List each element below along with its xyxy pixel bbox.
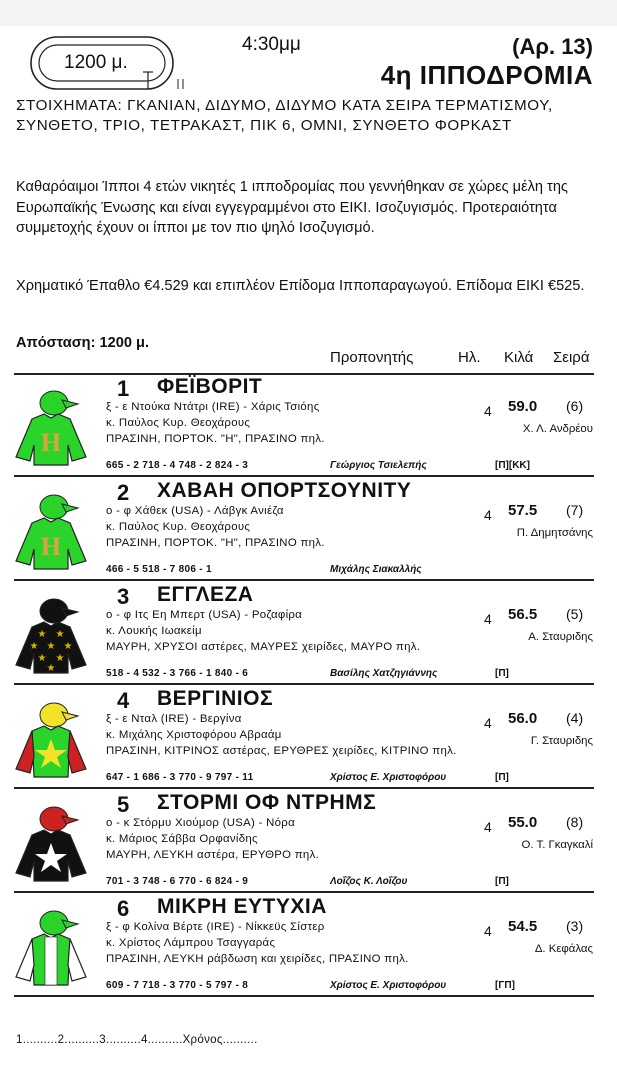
jacket-green-white-stripe-white-sleeves-icon <box>10 905 92 987</box>
entry-number: 6 <box>117 896 130 921</box>
track-length: 1200 μ. <box>64 52 128 73</box>
equipment-tags: [Π] <box>495 772 509 783</box>
horse-draw: (8) <box>566 814 584 830</box>
horse-owner: κ. Μάριος Σάββα Ορφανίδης <box>106 833 258 845</box>
jockey-name: Ο. Τ. Γκαγκαλί <box>521 839 593 851</box>
prize-money: Χρηματικό Έπαθλο €4.529 και επιπλέον Επίδομα Ιπποπαραγωγού. Επίδομα ΕΙΚΙ €525. <box>16 278 585 294</box>
horse-owner: κ. Μιχάλης Χριστοφόρου Αβραάμ <box>106 729 282 741</box>
owner-colors: ΠΡΑΣΙΝΗ, ΠΟΡΤΟΚ. "Η", ΠΡΑΣΙΝΟ πηλ. <box>106 433 325 445</box>
recent-form: 609 - 7 718 - 3 770 - 5 797 - 8 <box>106 980 249 991</box>
svg-text:★: ★ <box>46 641 56 652</box>
top-band <box>0 0 617 26</box>
results-footer: 1..........2..........3..........4..........Χρόνος.......... <box>16 1034 258 1046</box>
header-weight: Κιλά <box>504 349 534 366</box>
horse-draw: (4) <box>566 710 584 726</box>
jacket-black-white-star-icon <box>10 801 92 883</box>
recent-form: 701 - 3 748 - 6 770 - 6 824 - 9 <box>106 876 249 887</box>
entry-row-1 <box>0 373 617 477</box>
entry-number: 1 <box>117 376 130 401</box>
horse-pedigree: ο - κ Στόρμυ Χιούμορ (USA) - Νόρα <box>106 817 295 829</box>
entry-row-2 <box>0 477 617 581</box>
svg-text:H: H <box>40 532 62 561</box>
owner-colors: ΜΑΥΡΗ, ΧΡΥΣΟΙ αστέρες, ΜΑΥΡΕΣ χειρίδες, ΜΑΥΡΟ πηλ. <box>106 641 421 653</box>
equipment-tags: [Π] <box>495 668 509 679</box>
horse-age: 4 <box>484 403 492 419</box>
trainer-name: Γεώργιος Τσιελεπής <box>330 460 427 471</box>
jacket-green-orange-H-icon <box>10 489 92 571</box>
entry-row-5 <box>0 789 617 893</box>
equipment-tags: [ΓΠ] <box>495 980 515 991</box>
horse-weight: 54.5 <box>508 918 538 935</box>
horse-owner: κ. Παύλος Κυρ. Θεοχάρους <box>106 417 251 429</box>
race-conditions: Καθαρόαιμοι Ίπποι 4 ετών νικητές 1 ιπποδρομίας που γεννήθηκαν σε χώρες μέλη της Ευρωπαϊκής Ένωσης και είναι εγγεγραμμένοι στο ΕΙΚΙ. Ισοζυγισμός. Προτεραιότητα συμμετοχής έχουν οι ίπποι με τον πιο ψηλό Ισοζυγισμό. <box>16 179 568 236</box>
row-separator <box>14 995 594 997</box>
owner-colors: ΠΡΑΣΙΝΗ, ΚΙΤΡΙΝΟΣ αστέρας, ΕΡΥΘΡΕΣ χειρίδες, ΚΙΤΡΙΝΟ πηλ. <box>106 745 457 757</box>
horse-name: ΦΕΪΒΟΡΙΤ <box>157 375 263 398</box>
horse-draw: (3) <box>566 918 584 934</box>
horse-owner: κ. Λουκής Ιωακείμ <box>106 625 202 637</box>
trainer-name: Χρίστος Ε. Χριστοφόρου <box>330 980 447 991</box>
horse-age: 4 <box>484 507 492 523</box>
race-number: (Αρ. 13) <box>512 34 593 59</box>
race-time: 4:30μμ <box>242 34 301 55</box>
equipment-tags: [Π][ΚΚ] <box>495 460 530 471</box>
horse-weight: 55.0 <box>508 814 538 831</box>
owner-colors: ΠΡΑΣΙΝΗ, ΛΕΥΚΗ ράβδωση και χειρίδες, ΠΡΑΣΙΝΟ πηλ. <box>106 953 409 965</box>
entry-row-3 <box>0 581 617 685</box>
jockey-name: Χ. Λ. Ανδρέου <box>522 423 593 435</box>
trainer-name: Λοΐζος Κ. Λοΐζου <box>330 876 408 887</box>
horse-name: ΜΙΚΡΗ ΕΥΤΥΧΙΑ <box>157 895 327 918</box>
jockey-name: Δ. Κεφάλας <box>534 943 593 955</box>
recent-form: 518 - 4 532 - 3 766 - 1 840 - 6 <box>106 668 249 679</box>
horse-age: 4 <box>484 819 492 835</box>
owner-colors: ΠΡΑΣΙΝΗ, ΠΟΡΤΟΚ. "Η", ΠΡΑΣΙΝΟ πηλ. <box>106 537 325 549</box>
recent-form: 466 - 5 518 - 7 806 - 1 <box>106 564 212 575</box>
bet-types: ΣΤΟΙΧΗΜΑΤΑ: ΓΚΑΝΙΑΝ, ΔΙΔΥΜΟ, ΔΙΔΥΜΟ ΚΑΤΑ ΣΕΙΡΑ ΤΕΡΜΑΤΙΣΜΟΥ, ΣΥΝΘΕΤΟ, ΤΡΙΟ, ΤΕΤΡΑΚΑΣΤ, ΠΙΚ 6, ΟΜΝΙ, ΣΥΝΘΕΤΟ ΦΟΡΚΑΣΤ <box>16 97 553 134</box>
svg-text:★: ★ <box>55 653 65 664</box>
header-draw: Σειρά <box>553 349 590 366</box>
horse-pedigree: ξ - ε Ντούκα Ντάτρι (IRE) - Χάρις Τσιόης <box>106 401 320 413</box>
jacket-green-yellow-star-red-sleeves-icon <box>10 697 92 779</box>
horse-weight: 59.0 <box>508 398 538 415</box>
jockey-name: Π. Δημητσάνης <box>516 527 593 539</box>
horse-pedigree: ο - φ Χάθεκ (USA) - Λάβγκ Ανιέζα <box>106 505 284 517</box>
svg-text:★: ★ <box>29 641 39 652</box>
jockey-name: Γ. Σταυριδης <box>530 735 593 747</box>
trainer-name: Μιχάλης Σιακαλλής <box>330 564 422 575</box>
horse-weight: 57.5 <box>508 502 538 519</box>
trainer-name: Βασίλης Χατζηγιάννης <box>330 668 438 679</box>
race-title: 4η ΙΠΠΟΔΡΟΜΙΑ <box>380 60 593 90</box>
horse-name: ΕΓΓΛΕΖΑ <box>157 583 254 606</box>
jacket-black-gold-stars-icon <box>10 593 92 675</box>
svg-text:★: ★ <box>55 629 65 640</box>
svg-text:★: ★ <box>63 641 73 652</box>
owner-colors: ΜΑΥΡΗ, ΛΕΥΚΗ αστέρα, ΕΡΥΘΡΟ πηλ. <box>106 849 320 861</box>
entry-row-6 <box>0 893 617 997</box>
horse-pedigree: ο - φ Ιτς Εη Μπερτ (USA) - Ροζαφίρα <box>106 609 303 621</box>
header-age: Ηλ. <box>458 349 481 366</box>
svg-text:★: ★ <box>37 629 47 640</box>
jockey-name: Α. Σταυριδης <box>528 631 593 643</box>
horse-name: ΒΕΡΓΙΝΙΟΣ <box>157 687 274 710</box>
svg-text:H: H <box>40 428 62 457</box>
horse-draw: (6) <box>566 398 584 414</box>
entry-row-4 <box>0 685 617 789</box>
horse-age: 4 <box>484 715 492 731</box>
horse-name: ΣΤΟΡΜΙ ΟΦ ΝΤΡΗΜΣ <box>157 791 377 814</box>
horse-name: ΧΑΒΑΗ ΟΠΟΡΤΣΟΥΝΙΤΥ <box>157 479 412 502</box>
race-distance: Απόσταση: 1200 μ. <box>16 335 150 351</box>
horse-weight: 56.5 <box>508 606 538 623</box>
recent-form: 647 - 1 686 - 3 770 - 9 797 - 11 <box>106 772 254 783</box>
horse-pedigree: ξ - φ Κολίνα Βέρτε (IRE) - Νίκκεϋς Σίστερ <box>106 921 325 933</box>
svg-text:★: ★ <box>37 653 47 664</box>
horse-weight: 56.0 <box>508 710 538 727</box>
trainer-name: Χρίστος Ε. Χριστοφόρου <box>330 772 447 783</box>
horse-pedigree: ξ - ε Νταλ (IRE) - Βεργίνα <box>106 713 242 725</box>
entry-number: 3 <box>117 584 130 609</box>
entry-number: 4 <box>117 688 130 713</box>
entry-number: 2 <box>117 480 130 505</box>
equipment-tags: [Π] <box>495 876 509 887</box>
jacket-green-orange-H-icon <box>10 385 92 467</box>
horse-age: 4 <box>484 611 492 627</box>
header-trainer: Προπονητής <box>330 349 414 366</box>
horse-draw: (7) <box>566 502 584 518</box>
horse-age: 4 <box>484 923 492 939</box>
horse-owner: κ. Χρίστος Λάμπρου Τσαγγαράς <box>106 937 276 949</box>
svg-text:★: ★ <box>46 663 56 674</box>
entry-number: 5 <box>117 792 130 817</box>
horse-owner: κ. Παύλος Κυρ. Θεοχάρους <box>106 521 251 533</box>
recent-form: 665 - 2 718 - 4 748 - 2 824 - 3 <box>106 460 249 471</box>
horse-draw: (5) <box>566 606 584 622</box>
